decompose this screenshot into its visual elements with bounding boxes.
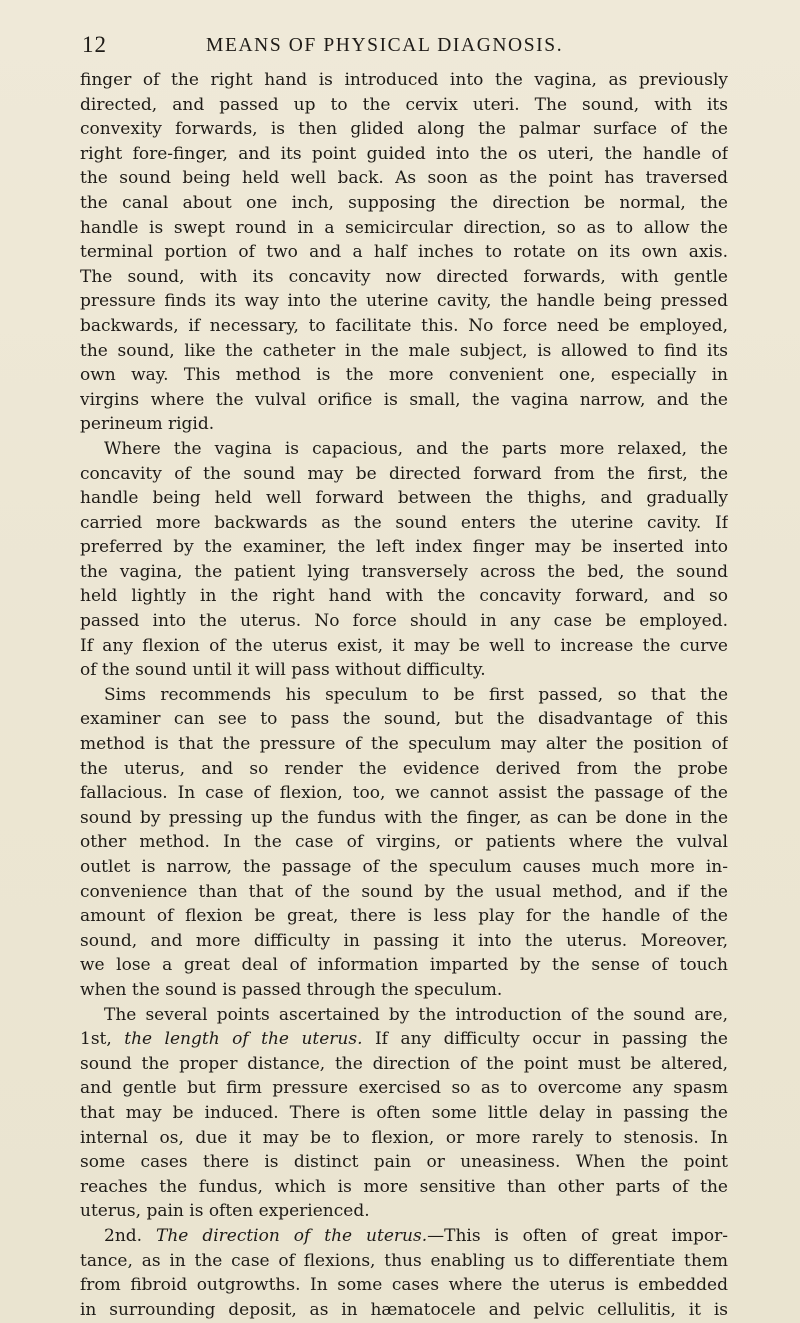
line-text: fallacious. In case of flexion, too, we cannot assist the passage of the [80,783,728,804]
line-text: 2nd. [104,1225,157,1246]
text-line [80,1003,728,1028]
text-line [80,584,728,609]
text-line [80,117,728,142]
line-text: The several points ascertained by the introduction of the sound are, [104,1004,728,1025]
line-text: finger of the right hand is introduced into the vagina, as previously [80,70,728,90]
text-line [80,781,728,806]
line-text: directed, and passed up to the cervix uteri. The sound, with its [80,94,728,115]
line-text: concavity of the sound may be directed forward from the first, the [80,463,728,484]
text-line [80,1027,728,1052]
line-text: and gentle but firm pressure exercised so as to overcome any spasm [80,1078,728,1099]
italic-phrase: The direction of the uterus. [156,1225,428,1246]
text-line [80,363,728,388]
text-line [80,757,728,782]
text-line [80,658,728,683]
text-line [80,830,728,855]
text-line [80,1273,728,1298]
text-line [80,93,728,118]
text-line [80,462,728,487]
line-text: held lightly in the right hand with the concavity forward, and so [80,586,728,607]
line-text: handle being held well forward between the thighs, and gradually [80,488,728,509]
text-line [80,609,728,634]
line-text: The sound, with its concavity now directed forwards, with gentle [80,266,728,287]
line-text: other method. In the case of virgins, or patients where the vulval [80,832,728,853]
text-line [80,707,728,732]
text-line [80,732,728,757]
text-line [80,265,728,290]
text-line [80,806,728,831]
text-line [80,486,728,511]
text-line [80,216,728,241]
line-text: perineum rigid. [80,414,215,435]
line-text: virgins where the vulval orifice is small, the vagina narrow, and the [80,389,728,410]
line-text: terminal portion of two and a half inches to rotate on its own axis. [80,242,728,263]
line-text: examiner can see to pass the sound, but the disadvantage of this [80,709,728,730]
line-text: method is that the pressure of the speculum may alter the position of [80,734,728,755]
line-text: internal os, due it may be to flexion, or more rarely to stenosis. In [80,1127,728,1148]
text-line [80,978,728,1003]
text-line [80,1249,728,1274]
line-text: amount of flexion be great, there is less play for the handle of the [80,906,728,927]
line-text: the canal about one inch, supposing the direction be normal, the [80,192,728,213]
line-text: reaches the fundus, which is more sensitive than other parts of the [80,1176,728,1197]
text-line [80,240,728,265]
line-text: from fibroid outgrowths. In some cases where the uterus is embedded [80,1275,728,1296]
text-line [80,1224,728,1249]
text-line [80,855,728,880]
line-text-continued: If any difficulty occur in passing the [362,1029,728,1050]
line-text: the vagina, the patient lying transversely across the bed, the sound [80,561,728,582]
line-text: sound, and more difficulty in passing it into the uterus. Moreover, [80,930,728,951]
line-text: the sound being held well back. As soon as the point has traversed [80,168,728,189]
text-line [80,1076,728,1101]
line-text: backwards, if necessary, to facilitate this. No force need be employed, [80,315,728,336]
line-text: own way. This method is the more convenient one, especially in [80,365,728,386]
text-line [80,1175,728,1200]
line-text: sound the proper distance, the direction of the point must be altered, [80,1053,728,1074]
text-line [80,191,728,216]
text-line [80,68,728,93]
line-text: uterus, pain is often experienced. [80,1201,370,1222]
line-text: of the sound until it will pass without difficulty. [80,660,486,681]
text-line [80,1052,728,1077]
text-line [80,314,728,339]
body-text [80,68,728,1322]
line-text: handle is swept round in a semicircular direction, so as to allow the [80,217,728,238]
text-line [80,388,728,413]
text-line [80,511,728,536]
text-line [80,1199,728,1224]
text-line [80,289,728,314]
text-line [80,535,728,560]
line-text: some cases there is distinct pain or uneasiness. When the point [80,1152,728,1173]
text-line [80,166,728,191]
page-header [82,32,727,66]
line-text: preferred by the examiner, the left index finger may be inserted into [80,537,728,558]
line-text: passed into the uterus. No force should in any case be employed. [80,611,728,632]
text-line [80,142,728,167]
text-line [80,953,728,978]
line-text: tance, as in the case of flexions, thus enabling us to differentiate them [80,1250,728,1271]
line-text: convexity forwards, is then glided along the palmar surface of the [80,119,728,140]
line-text: outlet is narrow, the passage of the speculum causes much more in- [80,857,728,877]
running-head: MEANS OF PHYSICAL DIAGNOSIS. [206,35,564,56]
text-line [80,929,728,954]
line-text: when the sound is passed through the speculum. [80,979,503,1000]
line-text: that may be induced. There is often some little delay in passing the [80,1102,728,1123]
text-line [80,1298,728,1323]
line-text: convenience than that of the sound by the usual method, and if the [80,881,728,902]
text-line [80,437,728,462]
text-line [80,560,728,585]
line-text: right fore-finger, and its point guided into the os uteri, the handle of [80,143,728,164]
line-text: pressure finds its way into the uterine cavity, the handle being pressed [80,291,728,312]
line-text: the sound, like the catheter in the male subject, is allowed to find its [80,340,728,361]
line-text: If any flexion of the uterus exist, it may be well to increase the curve [80,635,728,656]
text-line [80,339,728,364]
text-line [80,1101,728,1126]
line-text: Where the vagina is capacious, and the parts more relaxed, the [104,438,728,459]
text-line [80,412,728,437]
line-text: carried more backwards as the sound enters the uterine cavity. If [80,512,728,533]
text-line [80,904,728,929]
line-text: in surrounding deposit, as in hæmatocele and pelvic cellulitis, it is [80,1299,728,1320]
line-text: the uterus, and so render the evidence derived from the probe [80,758,728,779]
line-text: we lose a great deal of information imparted by the sense of touch [80,955,728,976]
italic-phrase: the length of the uterus. [124,1029,363,1050]
line-text: sound by pressing up the fundus with the finger, as can be done in the [80,807,728,828]
text-line [80,880,728,905]
text-line [80,634,728,659]
text-line [80,1126,728,1151]
line-text: Sims recommends his speculum to be first passed, so that the [104,684,728,705]
text-line [80,1150,728,1175]
page-number: 12 [82,32,107,57]
line-text-continued: —This is often of great impor- [427,1225,728,1246]
text-line [80,683,728,708]
line-text: 1st, [80,1029,125,1050]
